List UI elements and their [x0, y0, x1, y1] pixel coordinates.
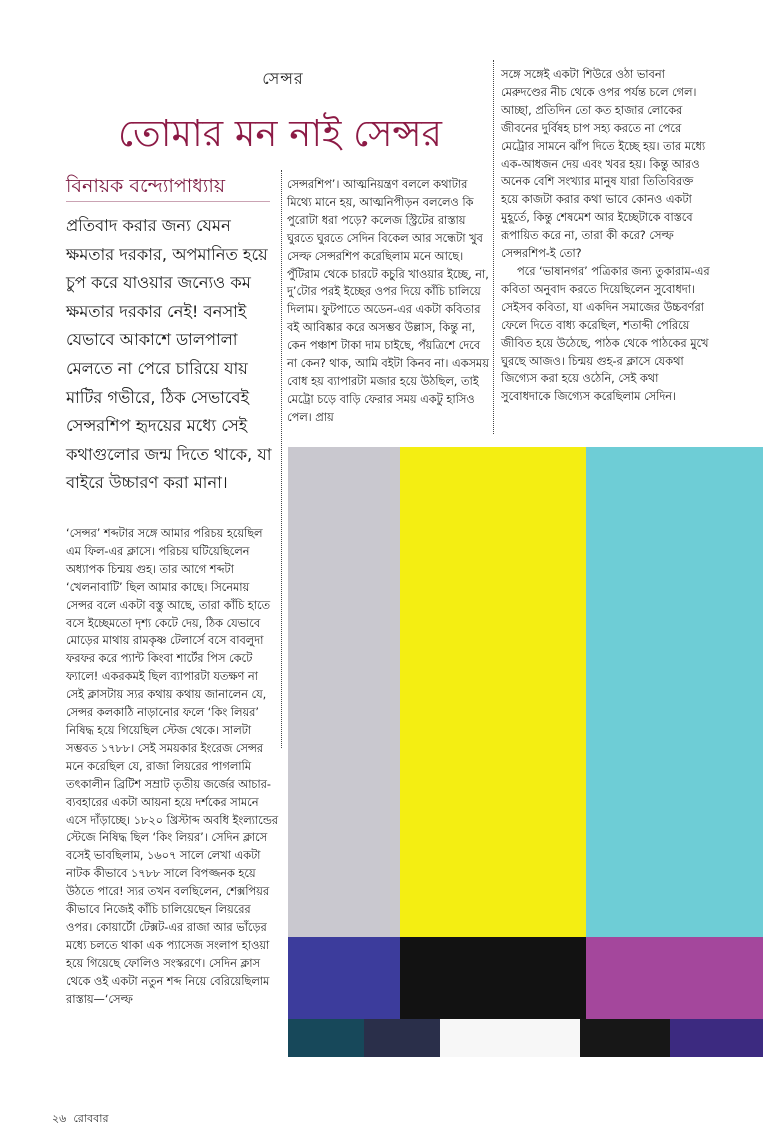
bar-magenta	[586, 937, 763, 1019]
bar-grey	[288, 447, 400, 937]
bar-yellow	[400, 447, 586, 937]
body-column-1: ‘সেন্সর’ শব্দটার সঙ্গে আমার পরিচয় হয়েছিল এম ফিল-এর ক্লাসে। পরিচয় ঘটিয়েছিলেন অধ্যাপক চিন্ময় গুহ। তার আগে শব্দটা ‘খেলনাবাটি’ ছিল আমার কাছে। সিনেমায় সেন্সর বলে একটা বস্তু আছে, তারা কাঁচি হাতে বসে ইচ্ছেমতো দৃশ্য কেটে দেয়, ঠিক যেভাবে মোড়ের মাথায় রামকৃষ্ণ টেলার্সে বসে বাবলুদা ফরফর করে প্যান্ট কিংবা শার্টের পিস কেটে ফ্যালে! একরকমই ছিল ব্যাপারটা যতক্ষণ না সেই ক্লাসটায় স্যর কথায় কথায় জানালেন যে, সেন্সর কলকাঠি নাড়ানোর ফলে ‘কিং লিয়র’ নিষিদ্ধ হয়ে গিয়েছিল স্টেজ থেকে। সালটা সম্ভবত ১৭৮৮। সেই সময়কার ইংরেজ সেন্সর মনে করেছিল যে, রাজা লিয়রের পাগলামি তৎকালীন ব্রিটিশ সম্রাট তৃতীয় জর্জের আচার-ব্যবহারের একটা আয়না হয়ে দর্শকের সামনে এসে দাঁড়াচ্ছে। ১৮২০ খ্রিস্টাব্দ অবধি ইংল্যান্ডের স্টেজে নিষিদ্ধ ছিল ‘কিং লিয়র’। সেদিন ক্লাসে বসেই ভাবছিলাম, ১৬০৭ সালে লেখা একটা নাটক কীভাবে ১৭৮৮ সালে বিপজ্জনক হয়ে উঠতে পারে! স্যর তখন বলছিলেন, শেক্সপিয়র কীভাবে নিজেই কাঁচি চালিয়েছেন লিয়রের ওপর। কোয়ার্টো টেক্সট-এর রাজা আর ভাঁড়ের মধ্যে চলতে থাকা এক প্যাসেজ সংলাপ হাওয়া হয়ে গিয়েছে ফোলিও সংস্করণে। সেদিন ক্লাস থেকে ওই একটা নতুন শব্দ নিয়ে বেরিয়েছিলাম রাস্তায়—‘সেল্ফ	[66, 527, 278, 1006]
magazine-name: রোববার	[73, 1112, 109, 1125]
bar-navy-1	[288, 1019, 364, 1057]
headline: তোমার মন নাই সেন্সর	[117, 112, 443, 155]
bar-blue	[288, 937, 400, 1019]
author-byline: বিনায়ক বন্দ্যোপাধ্যায়	[66, 175, 226, 197]
section-kicker: সেন্সর	[262, 69, 304, 88]
intro-paragraph: প্রতিবাদ করার জন্য যেমন ক্ষমতার দরকার, অপমানিত হয়ে চুপ করে যাওয়ার জন্যেও কম ক্ষমতার দরকার নেই! বনসাই যেভাবে আকাশে ডালপালা মেলতে না পেরে চারিয়ে যায় মাটির গভীরে, ঠিক সেভাবেই সেন্সরশিপ হৃদয়ের মধ্যে সেই কথাগুলোর জন্ম দিতে থাকে, যা বাইরে উচ্চারণ করা মানা।	[66, 216, 272, 493]
column3-paragraph-1: সঙ্গে সঙ্গেই একটা শিউরে ওঠা ভাবনা মেরুদণ্ডের নীচ থেকে ওপর পর্যন্ত চলে গেল। আচ্ছা, প্রতিদিন তো কত হাজার লোকের জীবনের দুর্বিষহ চাপ সহ্য করতে না পেরে মেট্রোর সামনে ঝাঁপ দিতে ইচ্ছে হয়। তার মধ্যে এক-আধজন দেয় এবং খবর হয়। কিন্তু আরও অনেক বেশি সংখ্যার মানুষ যারা তিতিবিরক্ত হয়ে কাজটা করার কথা ভাবে কোনও একটা মুহূর্তে, কিন্তু শেষমেশ আর ইচ্ছেটাকে বাস্তবে রূপায়িত করে না, তারা কী করে? সেল্ফ সেন্সরশিপ-ই তো?	[501, 68, 706, 261]
bar-white	[440, 1019, 580, 1057]
column-divider-1	[281, 170, 282, 748]
bar-dark-navy	[364, 1019, 440, 1057]
bar-black	[400, 937, 586, 1019]
page-footer	[52, 1110, 109, 1129]
tv-test-pattern-image	[288, 447, 763, 1057]
bar-near-black	[580, 1019, 670, 1057]
column3-paragraph-2: পরে ‘ভাষানগর’ পত্রিকার জন্য তুকারাম-এর কবিতা অনুবাদ করতে দিয়েছিলেন সুবোধদা। সেইসব কবিতা, যা একদিন সমাজের উচ্চবর্ণরা ফেলে দিতে বাধ্য করেছিল, শতাব্দী পেরিয়ে জীবিত হয়ে উঠেছে, পাঠক থেকে পাঠকের মুখে ঘুরছে আজও। চিন্ময় গুহ-র ক্লাসে যেকথা জিগ্যেস করা হয়ে ওঠেনি, সেই কথা সুবোধদাকে জিগ্যেস করেছিলাম সেদিন।	[501, 264, 710, 404]
byline-rule	[66, 201, 270, 202]
page-number: ২৬	[52, 1112, 67, 1125]
body-column-2: সেন্সরশিপ’। আত্মনিয়ন্ত্রণ বললে কথাটার মিথ্যে মানে হয়, আত্মনিপীড়ন বললেও কি পুরোটা ধরা পড়ে? কলেজ স্ট্রিটের রাস্তায় ঘুরতে ঘুরতে সেদিন বিকেল আর সন্ধেটা খুব সেল্ফ সেন্সরশিপ করেছিলাম মনে আছে। পুঁটিরাম থেকে চারটে কচুরি খাওয়ার ইচ্ছে, না, দু’টোর পরই ইচ্ছের ওপর দিয়ে কাঁচি চালিয়ে দিলাম। ফুটপাতে অডেন-এর একটা কবিতার বই আবিষ্কার করে অসম্ভব উল্লাস, কিন্তু না, কেন পঞ্চাশ টাকা দাম চাইছে, পঁয়ত্রিশে দেবে না কেন? থাক, আমি বইটা কিনব না। একসময় বোধ হয় ব্যাপারটা মজার হয়ে উঠছিল, তাই মেট্রো চড়ে বাড়ি ফেরার সময় একটু হাসিও পেল। প্রায়	[287, 178, 489, 424]
body-column-3	[501, 66, 711, 406]
bar-purple	[670, 1019, 763, 1057]
bar-cyan	[586, 447, 763, 937]
column-divider-2	[493, 60, 494, 434]
